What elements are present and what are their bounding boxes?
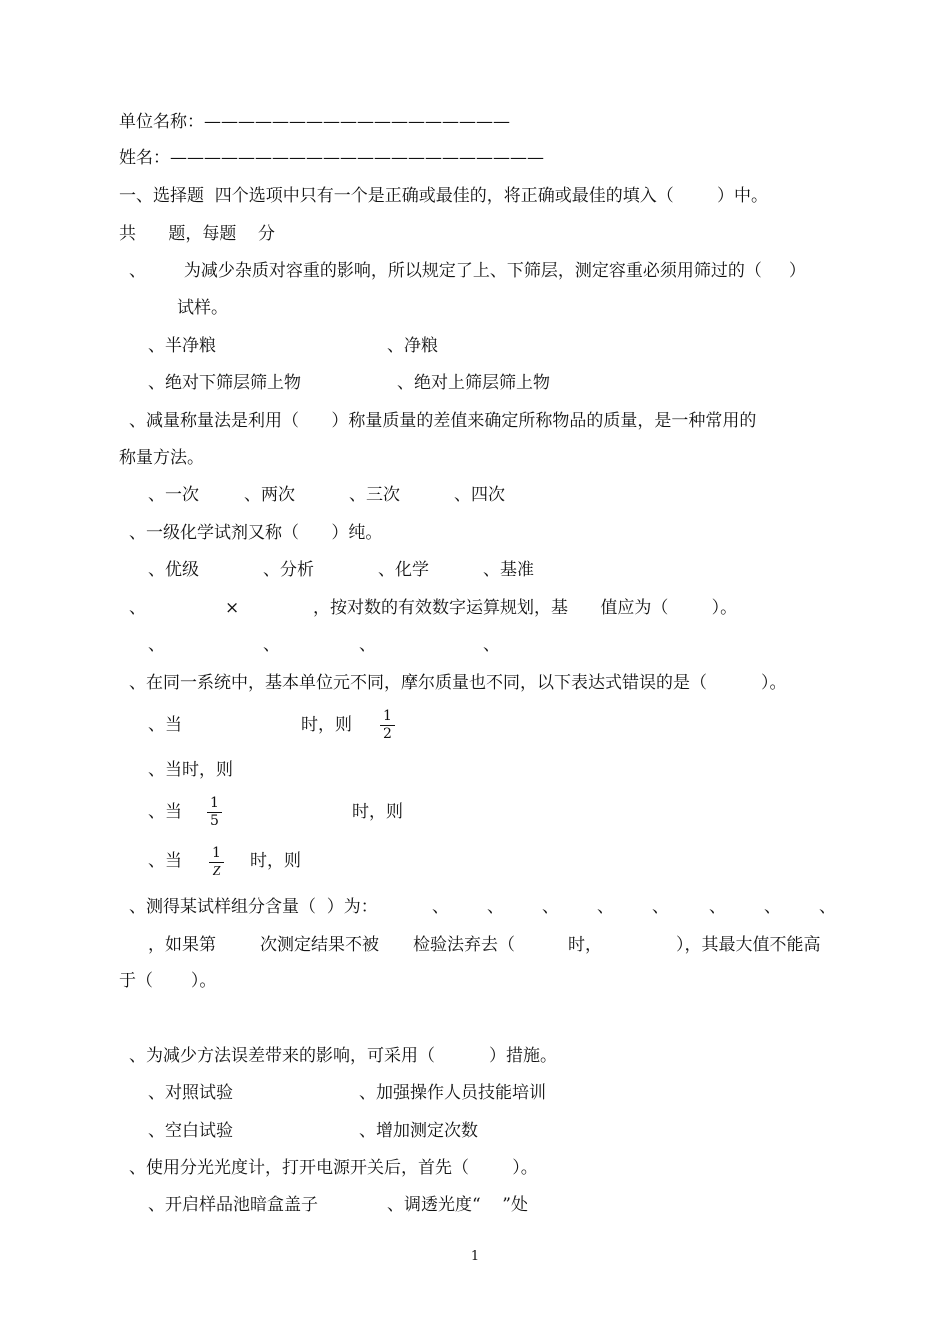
- q5-option-c-prefix: 、当: [148, 802, 182, 822]
- q6-line2-d: 时，: [568, 935, 602, 955]
- q7-option-a: 、对照试验: [148, 1083, 233, 1103]
- unit-name-line: 单位名称：——————————————————: [119, 112, 510, 132]
- q1-option-b: 、净粮: [387, 336, 438, 356]
- q1-option-d: 、绝对上筛层筛上物: [397, 373, 550, 393]
- q3-option-a: 、优级: [148, 560, 199, 580]
- person-name-line: 姓名：——————————————————————: [119, 148, 544, 168]
- q5-option-b: 、当时，则: [148, 760, 233, 780]
- q2-option-a: 、一次: [148, 485, 199, 505]
- fraction-numerator: 1: [209, 845, 224, 863]
- q7-option-d: 、增加测定次数: [359, 1121, 478, 1141]
- q6-sep: 、: [432, 897, 449, 917]
- score-line: 共 题，每题 分: [119, 224, 276, 244]
- fraction-numerator: 1: [380, 708, 395, 726]
- q2-option-b: 、两次: [244, 485, 295, 505]
- fraction-denominator: Z: [212, 864, 221, 879]
- q7-option-c: 、空白试验: [148, 1121, 233, 1141]
- q6-sep: 、: [652, 897, 669, 917]
- q6-sep: 、: [819, 897, 836, 917]
- q7-stem: 、为减少方法误差带来的影响，可采用（ ）措施。: [129, 1046, 558, 1066]
- q8-option-a: 、开启样品池暗盒盖子: [148, 1195, 318, 1215]
- q5-option-d-suffix: 时，则: [250, 851, 301, 871]
- page-number: 1: [470, 1249, 480, 1264]
- q6-line3: 于（ ）。: [119, 971, 217, 991]
- q2-option-c: 、三次: [349, 485, 400, 505]
- q2-option-d: 、四次: [454, 485, 505, 505]
- q5-option-c-suffix: 时，则: [352, 802, 403, 822]
- q5-stem: 、在同一系统中，基本单位元不同，摩尔质量也不同，以下表达式错误的是（ ）。: [129, 673, 787, 693]
- q5-option-a-fraction: [380, 708, 395, 743]
- q5-option-a-suffix: 时，则: [301, 715, 352, 735]
- fraction-denominator: 5: [210, 813, 219, 829]
- q4-option-b: 、: [263, 635, 280, 655]
- q4-stem-text: ，按对数的有效数字运算规划，基 值应为（ ）。: [313, 598, 738, 618]
- q6-line2-e: ），其最大值不能高: [676, 935, 821, 955]
- q3-stem: 、一级化学试剂又称（ ）纯。: [129, 523, 383, 543]
- q5-option-c-fraction: [207, 795, 222, 830]
- q4-option-c: 、: [359, 635, 376, 655]
- q4-stem-number: 、: [129, 598, 146, 618]
- q6-sep: 、: [542, 897, 559, 917]
- q6-sep: 、: [487, 897, 504, 917]
- q2-stem-cont: 称量方法。: [119, 448, 204, 468]
- q8-stem: 、使用分光光度计，打开电源开关后，首先（ ）。: [129, 1158, 538, 1178]
- q5-option-a-prefix: 、当: [148, 715, 182, 735]
- q3-option-b: 、分析: [263, 560, 314, 580]
- q4-stem-times: ×: [225, 598, 240, 618]
- fraction-numerator: 1: [207, 795, 222, 813]
- q5-option-d-fraction: [209, 845, 224, 880]
- q3-option-d: 、基准: [483, 560, 534, 580]
- q6-sep: 、: [709, 897, 726, 917]
- q6-line2-c: 检验法弃去（: [413, 935, 515, 955]
- q6-sep: 、: [597, 897, 614, 917]
- q1-option-c: 、绝对下筛层筛上物: [148, 373, 301, 393]
- q3-option-c: 、化学: [378, 560, 429, 580]
- q5-option-d-prefix: 、当: [148, 851, 182, 871]
- section-title: 一、选择题 四个选项中只有一个是正确或最佳的，将正确或最佳的填入（ ）中。: [119, 186, 769, 206]
- q1-option-a: 、半净粮: [148, 336, 216, 356]
- q8-option-b: 、调透光度“ ”处: [387, 1195, 528, 1215]
- q6-stem: 、测得某试样组分含量（ ）为：: [129, 897, 378, 917]
- q1-stem: 、 为减少杂质对容重的影响，所以规定了上、下筛层，测定容重必须用筛过的（ ）: [129, 261, 806, 281]
- q2-stem: 、减量称量法是利用（ ）称量质量的差值来确定所称物品的质量，是一种常用的: [129, 411, 757, 431]
- q6-sep: 、: [764, 897, 781, 917]
- q6-line2-a: ，如果第: [148, 935, 216, 955]
- q1-stem-cont: 试样。: [177, 298, 228, 318]
- q6-line2-b: 次测定结果不被: [260, 935, 379, 955]
- q4-option-a: 、: [148, 635, 165, 655]
- fraction-denominator: 2: [383, 726, 392, 742]
- q7-option-b: 、加强操作人员技能培训: [359, 1083, 546, 1103]
- q4-option-d: 、: [483, 635, 500, 655]
